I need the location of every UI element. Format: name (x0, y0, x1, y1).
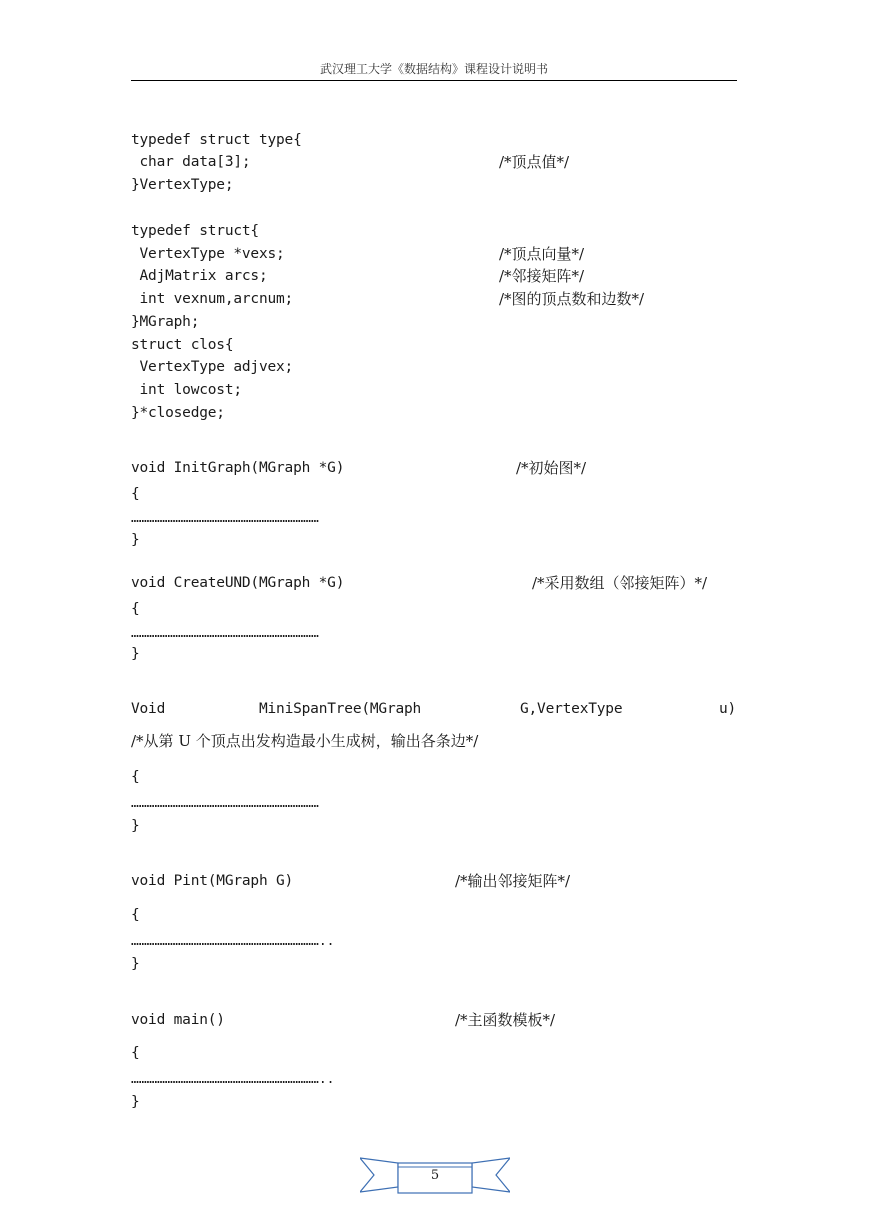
code-line: } (131, 646, 140, 662)
ellipsis-line: ……………………………………………………………….. (131, 1072, 335, 1087)
ellipsis-line: ……………………………………………………………… (131, 796, 319, 811)
code-comment: /*输出邻接矩阵*/ (455, 872, 571, 890)
code-line: } (131, 1094, 140, 1110)
code-comment: /*顶点值*/ (499, 153, 570, 171)
code-line: { (131, 601, 140, 617)
code-line: }*closedge; (131, 405, 225, 421)
code-line: VertexType adjvex; (131, 359, 294, 375)
code-comment: /*采用数组（邻接矩阵）*/ (532, 574, 708, 592)
code-line: void CreateUND(MGraph *G) (131, 575, 345, 591)
code-line: struct clos{ (131, 337, 234, 353)
code-line: { (131, 769, 140, 785)
code-line: Void (131, 701, 166, 717)
code-comment: /*顶点向量*/ (499, 245, 585, 263)
code-line: AdjMatrix arcs; (131, 268, 268, 284)
page-number: 5 (430, 1168, 440, 1183)
code-line: char data[3]; (131, 154, 251, 170)
code-line: }MGraph; (131, 314, 200, 330)
code-comment: /*邻接矩阵*/ (499, 267, 585, 285)
code-line: { (131, 486, 140, 502)
code-line: } (131, 956, 140, 972)
code-comment: /*主函数模板*/ (455, 1011, 556, 1029)
code-line: { (131, 1045, 140, 1061)
code-line: } (131, 532, 140, 548)
code-line: typedef struct type{ (131, 132, 302, 148)
code-line: void main() (131, 1012, 225, 1028)
page-number-badge (360, 1153, 510, 1197)
code-comment: /*图的顶点数和边数*/ (499, 290, 645, 308)
header-rule (131, 80, 737, 81)
code-line: int vexnum,arcnum; (131, 291, 294, 307)
ellipsis-line: ……………………………………………………………… (131, 511, 319, 526)
code-line: void InitGraph(MGraph *G) (131, 460, 345, 476)
code-comment: /*初始图*/ (516, 459, 587, 477)
code-line: G,VertexType (520, 701, 623, 717)
ellipsis-line: ……………………………………………………………….. (131, 934, 335, 949)
code-line: MiniSpanTree(MGraph (259, 701, 422, 717)
code-line: typedef struct{ (131, 223, 259, 239)
code-line: VertexType *vexs; (131, 246, 285, 262)
code-line: void Pint(MGraph G) (131, 873, 294, 889)
code-line: }VertexType; (131, 177, 234, 193)
code-line: int lowcost; (131, 382, 242, 398)
code-line: u) (719, 701, 737, 717)
page-header: 武汉理工大学《数据结构》课程设计说明书 (319, 62, 548, 76)
code-comment: /*从第 U 个顶点出发构造最小生成树，输出各条边*/ (131, 732, 479, 750)
ellipsis-line: ……………………………………………………………… (131, 626, 319, 641)
code-line: { (131, 907, 140, 923)
code-line: } (131, 818, 140, 834)
